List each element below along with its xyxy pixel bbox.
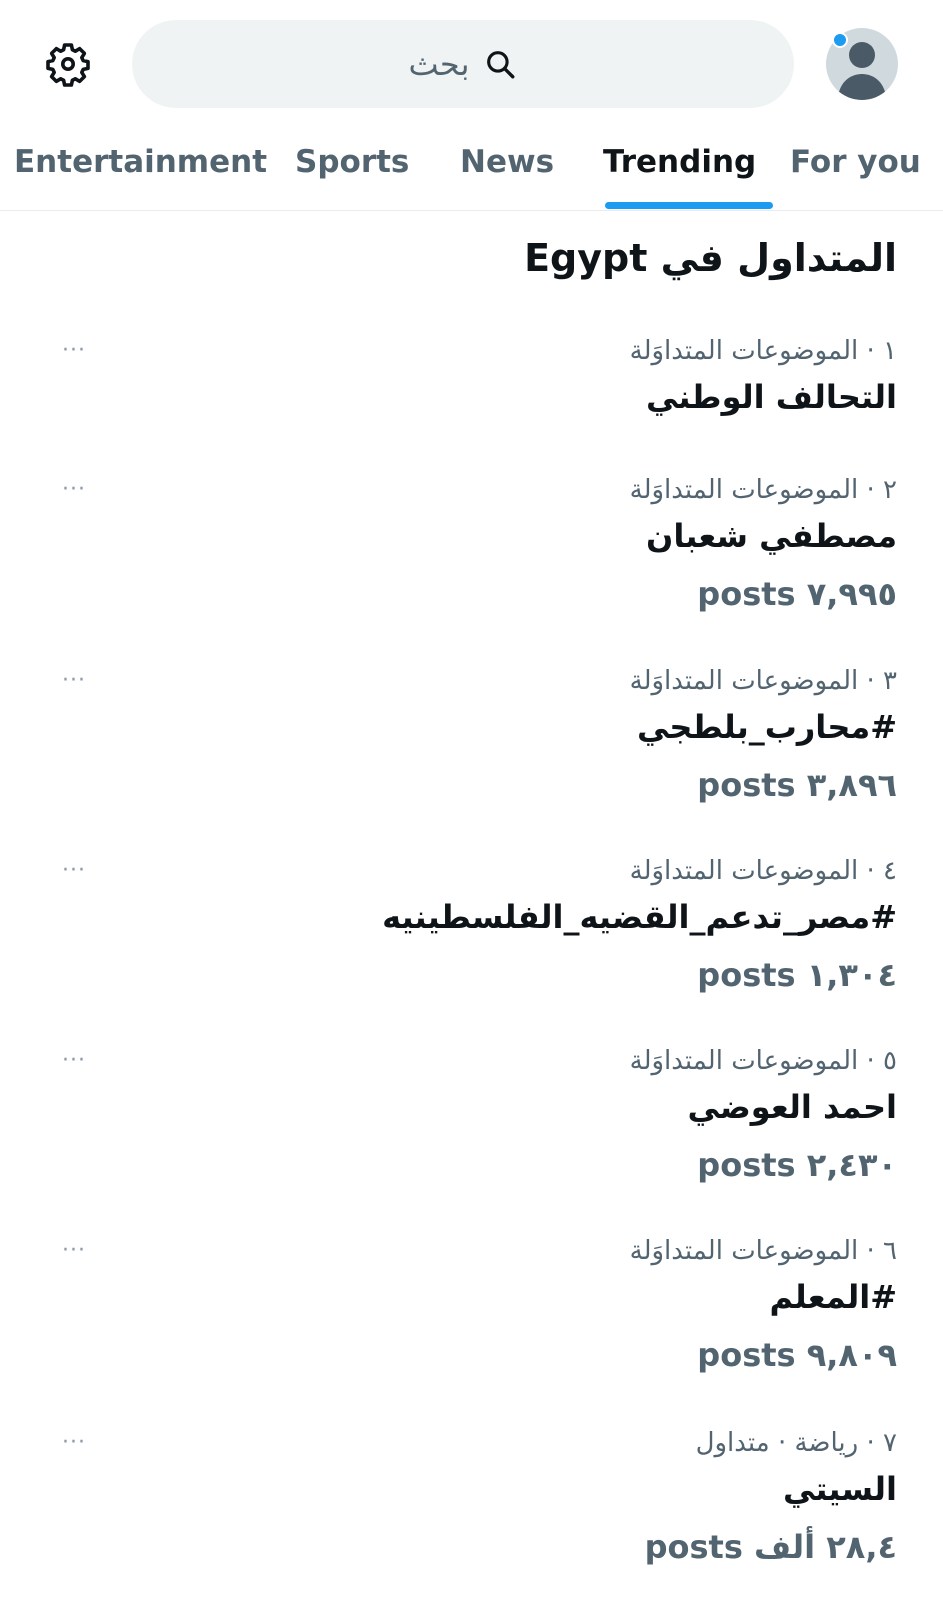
explore-tabs (0, 128, 943, 211)
tab-sports[interactable]: Sports (295, 144, 410, 180)
trend-category: ٦ · الموضوعات المتداوَلة (629, 1236, 897, 1266)
tab-news[interactable]: News (460, 144, 555, 180)
trend-post-count: posts ٢,٤٣٠ (697, 1146, 897, 1184)
more-icon[interactable]: ··· (62, 668, 86, 693)
tab-trending[interactable]: Trending (603, 144, 757, 180)
tab-entertainment[interactable]: Entertainment (14, 144, 268, 180)
trend-category: ١ · الموضوعات المتداوَلة (629, 336, 897, 366)
more-icon[interactable]: ··· (62, 1430, 86, 1455)
top-bar (0, 0, 943, 130)
more-icon[interactable]: ··· (62, 338, 86, 363)
notification-dot (832, 32, 848, 48)
trend-category: ٥ · الموضوعات المتداوَلة (629, 1046, 897, 1076)
trend-name: #محارب_بلطجي (637, 708, 897, 746)
trend-category: ٢ · الموضوعات المتداوَلة (629, 475, 897, 505)
trend-category: ٧ · رياضة · متداول (695, 1428, 897, 1458)
search-icon (483, 47, 517, 81)
section-heading: المتداول في Egypt (524, 236, 897, 280)
trend-name: السيتي (782, 1470, 897, 1508)
more-icon[interactable]: ··· (62, 477, 86, 502)
active-tab-indicator (605, 202, 773, 209)
settings-button[interactable] (44, 40, 92, 88)
trend-name: #المعلم (769, 1278, 897, 1316)
trend-post-count: posts ٩,٨٠٩ (697, 1336, 897, 1374)
trend-name: احمد العوضي (687, 1088, 897, 1126)
search-bar[interactable] (132, 20, 794, 108)
trend-post-count: posts ١,٣٠٤ (697, 956, 897, 994)
trend-category: ٣ · الموضوعات المتداوَلة (629, 666, 897, 696)
trend-name: مصطفي شعبان (646, 517, 897, 555)
trend-category: ٤ · الموضوعات المتداوَلة (629, 856, 897, 886)
more-icon[interactable]: ··· (62, 858, 86, 883)
more-icon[interactable]: ··· (62, 1238, 86, 1263)
gear-icon (44, 40, 92, 88)
trend-name: #مصر_تدعم_القضيه_الفلسطينيه (382, 898, 897, 936)
tab-for-you[interactable]: For you (790, 144, 921, 180)
trend-name: التحالف الوطني (645, 378, 897, 416)
trend-post-count: posts ٧,٩٩٥ (697, 575, 897, 613)
trend-post-count: posts ٢٨,٤ ألف (644, 1528, 897, 1566)
trend-post-count: posts ٣,٨٩٦ (697, 766, 897, 804)
search-placeholder: بحث (408, 45, 470, 83)
more-icon[interactable]: ··· (62, 1048, 86, 1073)
